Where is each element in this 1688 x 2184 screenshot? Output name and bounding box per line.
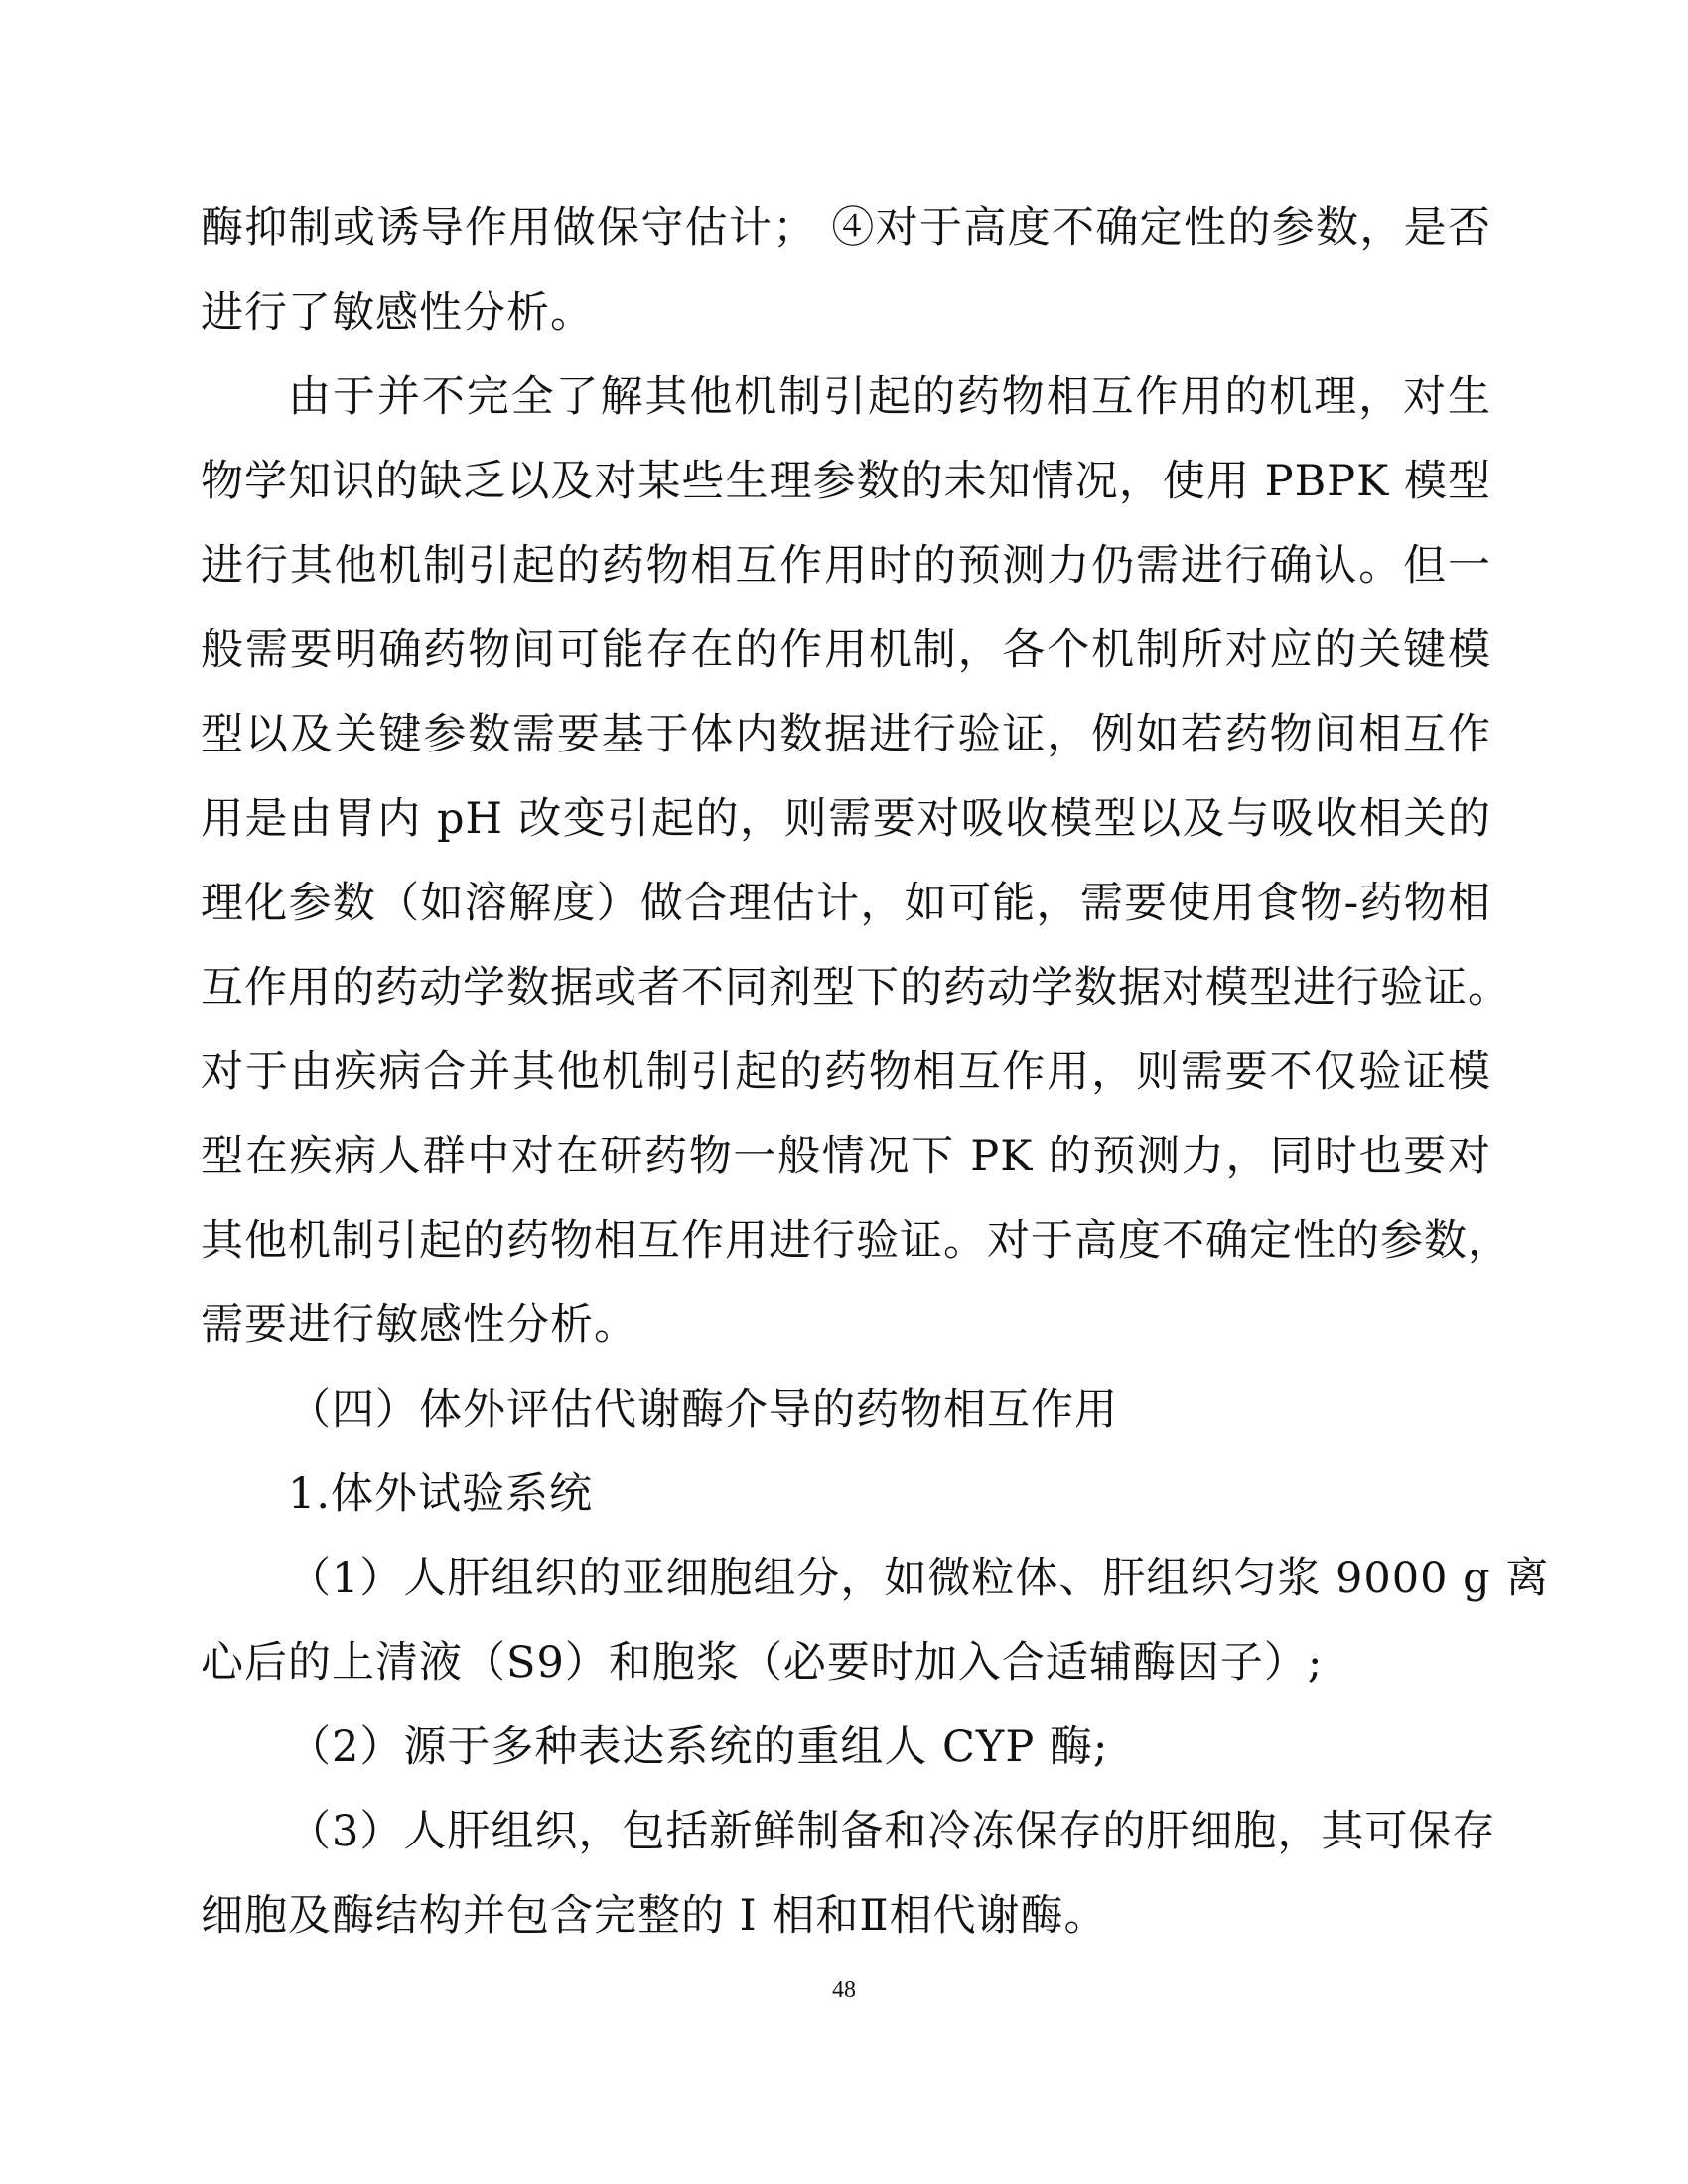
paragraph-line: 型在疾病人群中对在研药物一般情况下 PK 的预测力，同时也要对	[201, 1132, 1491, 1181]
list-item-line: （2）源于多种表达系统的重组人 CYP 酶;	[288, 1722, 1109, 1772]
paragraph-line: 型以及关键参数需要基于体内数据进行验证，例如若药物间相互作	[201, 710, 1491, 759]
page-number: 48	[832, 1978, 856, 2003]
paragraph-line: 物学知识的缺乏以及对某些生理参数的未知情况，使用 PBPK 模型	[201, 457, 1491, 506]
subsection-heading: 1.体外试验系统	[288, 1469, 594, 1519]
paragraph-line: 对于由疾病合并其他机制引起的药物相互作用，则需要不仅验证模	[201, 1047, 1491, 1097]
paragraph-line: 般需要明确药物间可能存在的作用机制，各个机制所对应的关键模	[201, 625, 1491, 675]
paragraph-line: 用是由胃内 pH 改变引起的，则需要对吸收模型以及与吸收相关的	[201, 794, 1491, 844]
paragraph-line: 互作用的药动学数据或者不同剂型下的药动学数据对模型进行验证。	[201, 963, 1511, 1013]
paragraph-line: 需要进行敏感性分析。	[201, 1300, 637, 1350]
list-item-line: （3）人肝组织，包括新鲜制备和冷冻保存的肝细胞，其可保存	[288, 1807, 1496, 1856]
list-item-line: 细胞及酶结构并包含完整的 I 相和Ⅱ相代谢酶。	[201, 1891, 1108, 1941]
paragraph-line: 进行其他机制引起的药物相互作用时的预测力仍需进行确认。但一	[201, 541, 1491, 591]
section-heading: （四）体外评估代谢酶介导的药物相互作用	[288, 1385, 1118, 1434]
paragraph-line: 进行了敏感性分析。	[201, 288, 594, 338]
paragraph-line: 理化参数（如溶解度）做合理估计，如可能，需要使用食物-药物相	[201, 879, 1491, 928]
list-item-line: （1）人肝组织的亚细胞组分，如微粒体、肝组织匀浆 9000 g 离	[288, 1554, 1550, 1603]
list-item-line: 心后的上清液（S9）和胞浆（必要时加入合适辅酶因子）;	[201, 1638, 1324, 1688]
paragraph-line: 其他机制引起的药物相互作用进行验证。对于高度不确定性的参数，	[201, 1216, 1511, 1266]
paragraph-line: 由于并不完全了解其他机制引起的药物相互作用的机理，对生	[288, 372, 1491, 422]
paragraph-line: 酶抑制或诱导作用做保守估计； ④对于高度不确定性的参数，是否	[201, 204, 1491, 253]
